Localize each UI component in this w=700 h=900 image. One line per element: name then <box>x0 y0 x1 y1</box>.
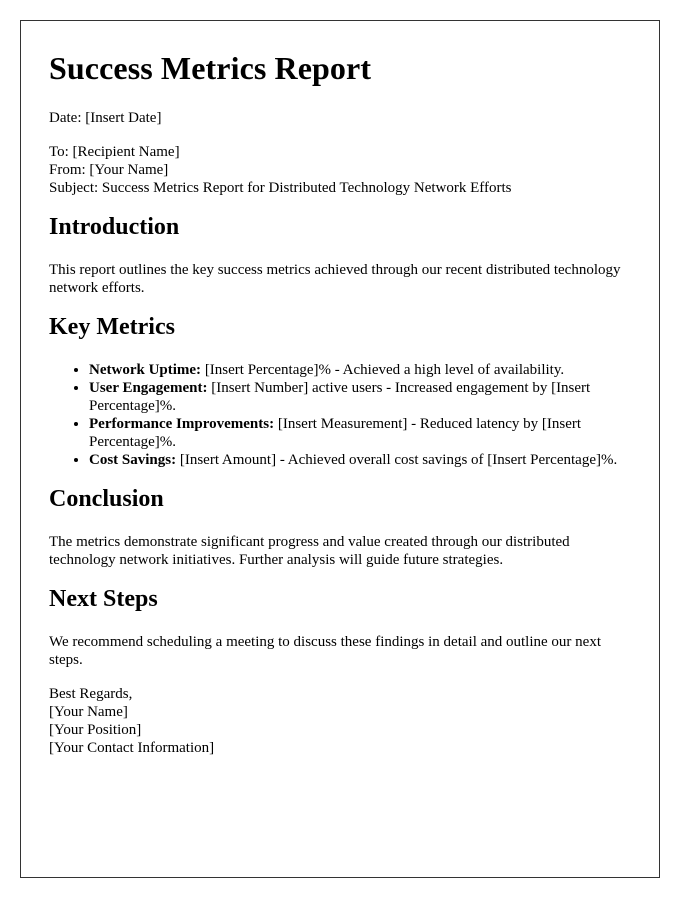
metric-text: [Insert Measurement] - Reduced latency by [Insert Percentage]%. <box>89 416 582 450</box>
from-line: From: [Your Name] <box>49 162 169 178</box>
closing-line: Best Regards, <box>49 686 133 702</box>
conclusion-heading: Conclusion <box>49 486 164 512</box>
address-block <box>49 143 631 197</box>
introduction-text: This report outlines the key success metrics achieved through our recent distributed technology network efforts. <box>49 262 621 296</box>
metric-label: Cost Savings: <box>89 452 177 468</box>
date-line: Date: [Insert Date] <box>49 110 162 126</box>
introduction-heading: Introduction <box>49 214 180 240</box>
conclusion-text: The metrics demonstrate significant progress and value created through our distributed technology network initiatives. Further analysis will guide future strategies. <box>49 534 570 568</box>
signoff-position: [Your Position] <box>49 722 142 738</box>
page-title: Success Metrics Report <box>49 50 372 86</box>
metric-text: [Insert Percentage]% - Achieved a high level of availability. <box>201 362 565 378</box>
metric-text: [Insert Amount] - Achieved overall cost savings of [Insert Percentage]%. <box>176 452 618 468</box>
metric-label: Performance Improvements: <box>89 416 275 432</box>
document-page <box>20 20 660 878</box>
list-item <box>89 379 631 415</box>
metric-label: User Engagement: <box>89 380 208 396</box>
signoff-name: [Your Name] <box>49 704 128 720</box>
signoff-block <box>49 685 631 757</box>
to-line: To: [Recipient Name] <box>49 144 180 160</box>
list-item <box>89 451 631 469</box>
key-metrics-heading: Key Metrics <box>49 314 175 340</box>
next-steps-heading: Next Steps <box>49 586 158 612</box>
metric-text: [Insert Number] active users - Increased engagement by [Insert Percentage]%. <box>89 380 591 414</box>
key-metrics-list <box>49 361 631 469</box>
metric-label: Network Uptime: <box>89 362 202 378</box>
signoff-contact: [Your Contact Information] <box>49 740 215 756</box>
list-item <box>89 415 631 451</box>
subject-line: Subject: Success Metrics Report for Distributed Technology Network Efforts <box>49 180 512 196</box>
list-item <box>89 361 631 379</box>
next-steps-text: We recommend scheduling a meeting to discuss these findings in detail and outline our next steps. <box>49 634 601 668</box>
